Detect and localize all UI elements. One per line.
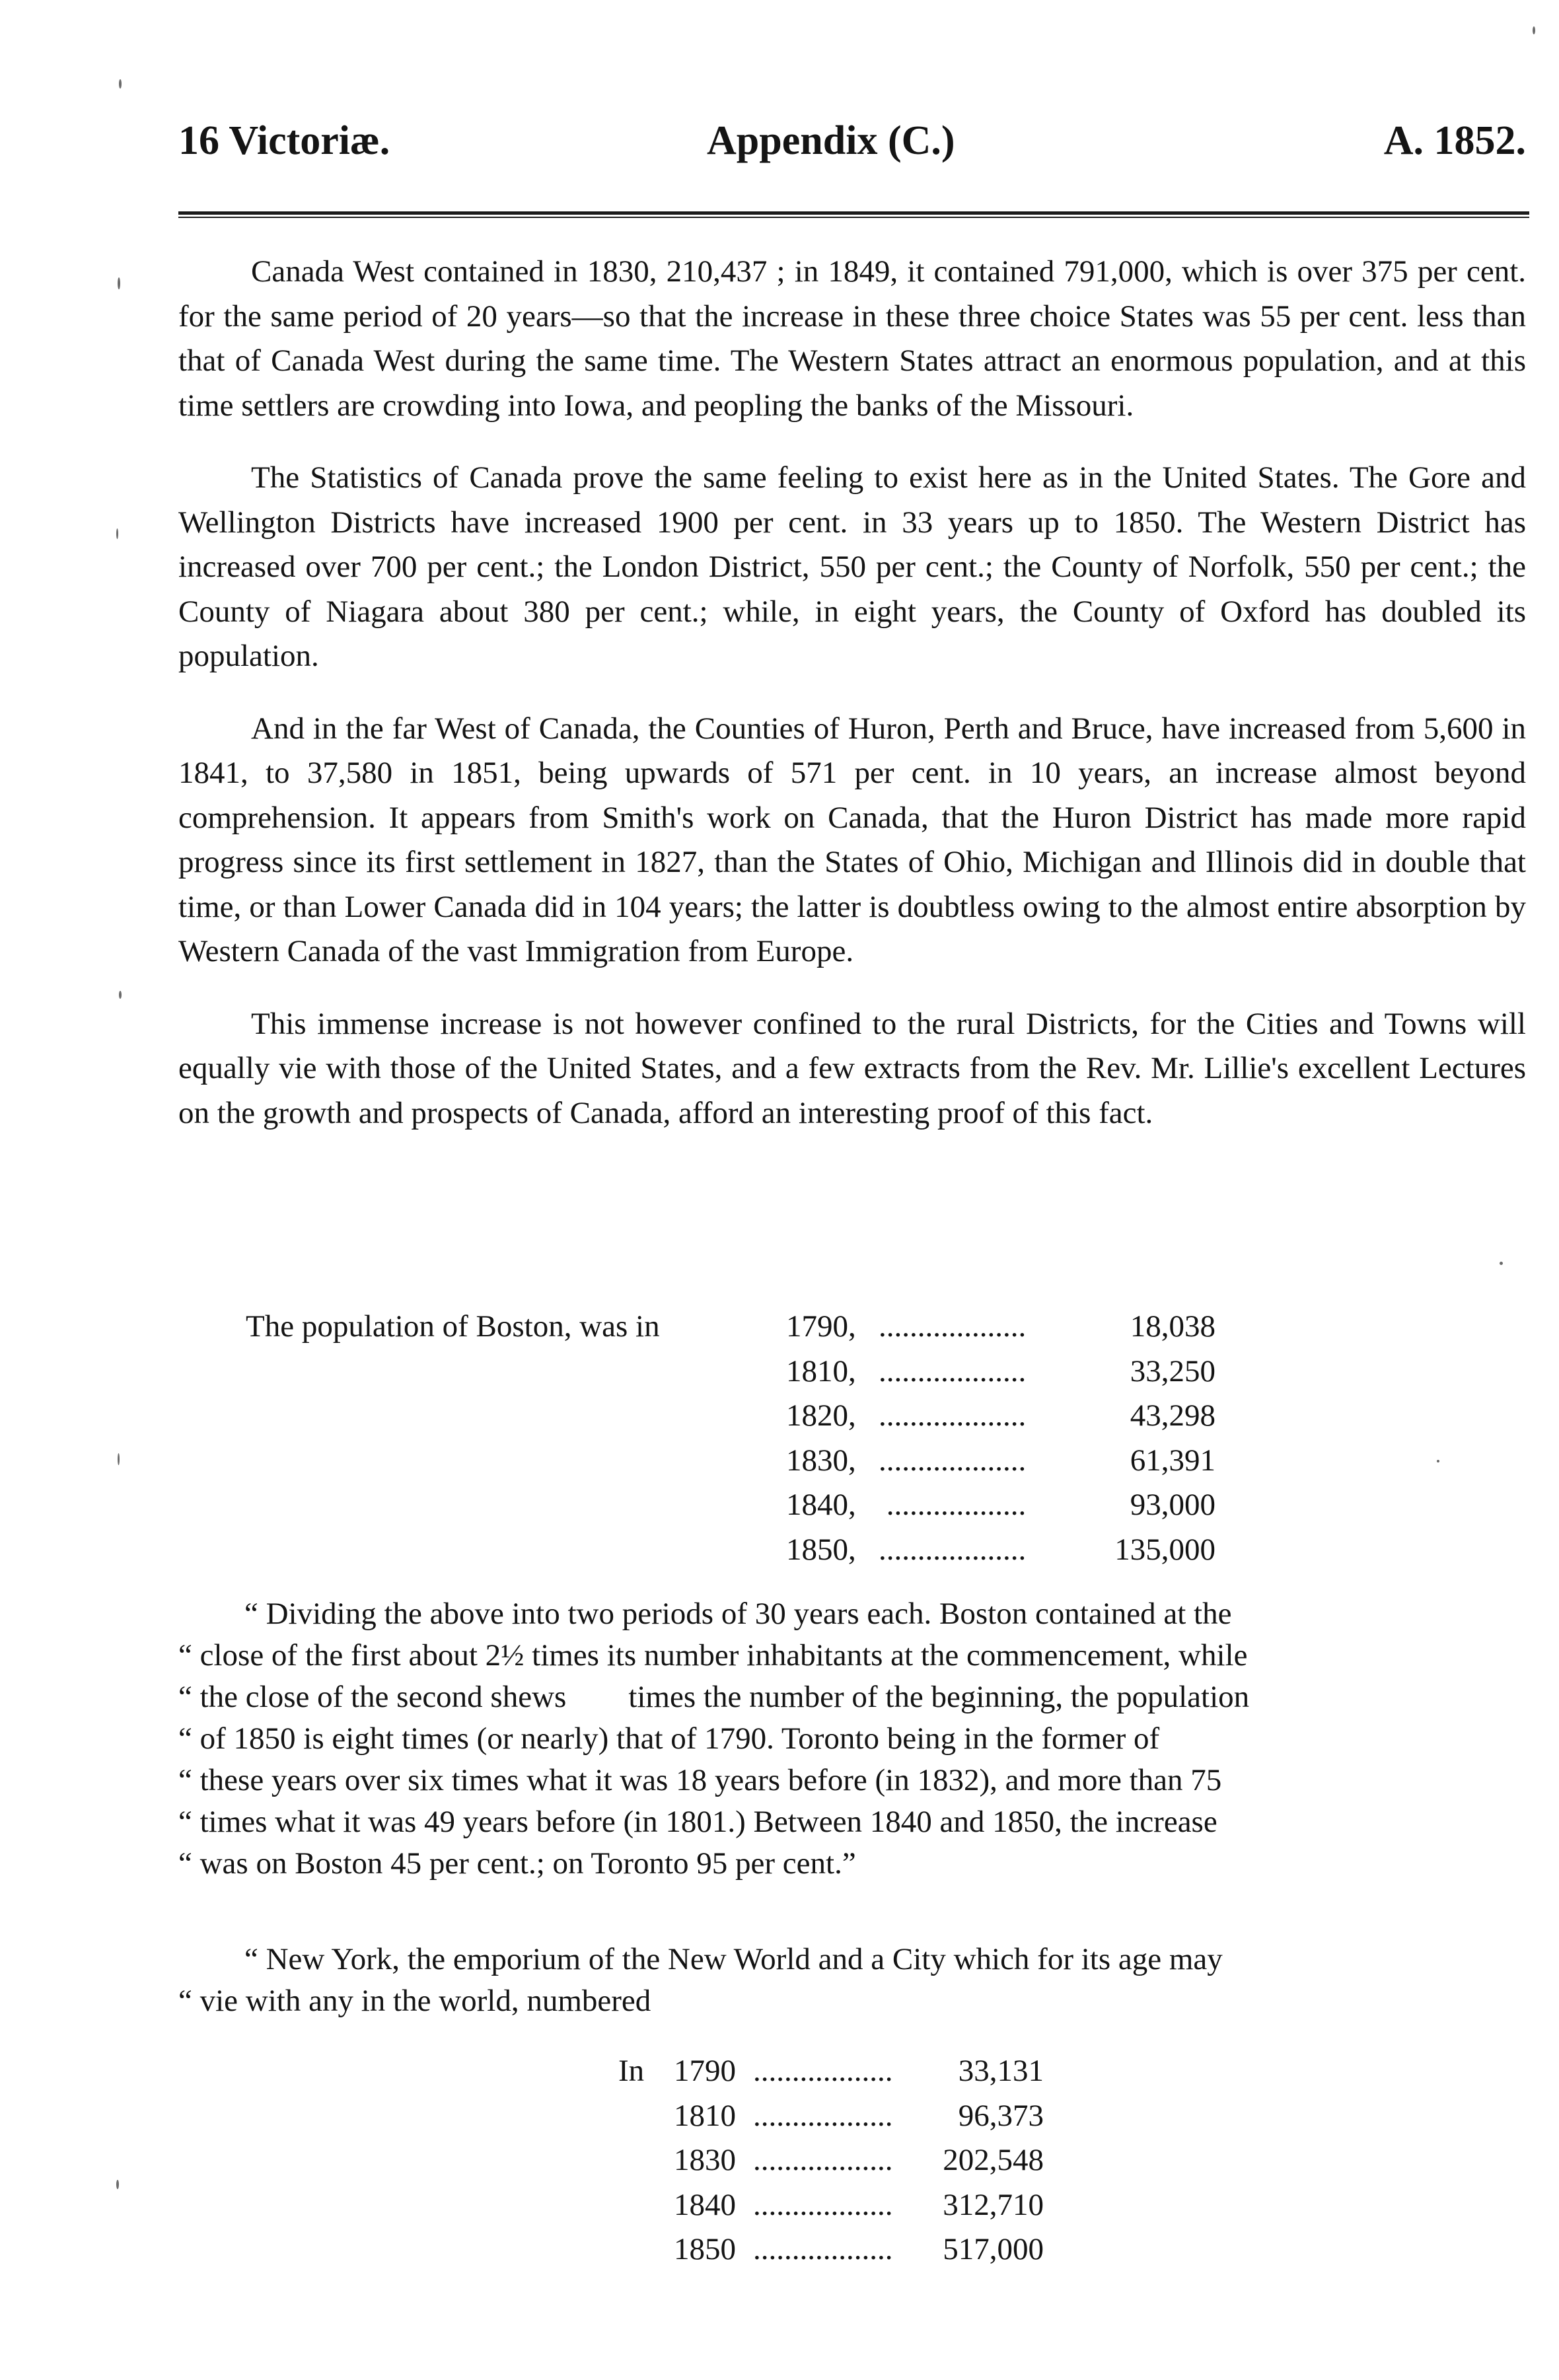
paragraph: This immense increase is not however confined to the rural Districts, for the Cities and Towns will equally vie with those of the United States, and a few extracts from the Rev. Mr. Lillie's excellent Lectures on the growth and prospects of Canada, afford an interesting proof of this fact. [178, 1006, 1526, 1130]
paragraph: And in the far West of Canada, the Counties of Huron, Perth and Bruce, have increased from 5,600 in 1841, to 37,580 in 1851, being upwards of 571 per cent. in 10 years, an increase almost beyond comprehension. It appears from Smith's work on Canada, that the Huron District has made more rapid progress since its first settlement in 1827, than the States of Ohio, Michigan and Illinois did in double that time, or than Lower Canada did in 104 years; the latter is doubtless owing to the almost entire absorption by Western Canada of the vast Immigration from Europe. [178, 711, 1526, 968]
quote-line: “ these years over six times what it was 18 years before (in 1832), and more than 75 [178, 1763, 1222, 1797]
table-leader-dots: .................. [753, 2187, 893, 2222]
table-lead-text: The population of Boston, was in [246, 1309, 660, 1344]
quote-line: “ close of the first about 2½ times its number inhabitants at the commencement, while [178, 1638, 1248, 1673]
table-lead-text: In [618, 2054, 645, 2088]
table-value: 43,298 [1130, 1398, 1215, 1433]
table-leader-dots: .................. [753, 2098, 893, 2133]
table-year: 1840 [674, 2187, 736, 2222]
header-year: A. 1852. [1383, 118, 1526, 163]
table-year: 1790, [786, 1309, 856, 1344]
table-row [618, 2183, 1044, 2228]
table-row [246, 1394, 1215, 1439]
quote-line: “ Dividing the above into two periods of 30 years each. Boston contained at the [244, 1597, 1232, 1631]
header-rule [178, 211, 1529, 218]
table-leader-dots: .................. [753, 2054, 893, 2088]
quote-line: “ was on Boston 45 per cent.; on Toronto 95 per cent.” [178, 1846, 856, 1881]
table-row [618, 2049, 1044, 2094]
table-year: 1810 [674, 2098, 736, 2133]
table-value: 18,038 [1130, 1309, 1215, 1344]
header-session: 16 Victoriæ. [178, 118, 390, 163]
scan-speck [118, 1453, 120, 1465]
header-appendix: Appendix (C.) [707, 118, 955, 163]
table-year: 1810, [786, 1353, 856, 1388]
table-year: 1830 [674, 2143, 736, 2177]
quote-line: “ of 1850 is eight times (or nearly) that of 1790. Toronto being in the former of [178, 1721, 1160, 1756]
table-year: 1850, [786, 1532, 856, 1567]
quote-line: “ New York, the emporium of the New World and a City which for its age may [244, 1942, 1223, 1976]
table-year: 1820, [786, 1398, 856, 1433]
table-row [246, 1350, 1215, 1394]
table-leader-dots: .................. [879, 1488, 1027, 1522]
table-leader-dots: ................... [879, 1443, 1027, 1478]
paragraph: The Statistics of Canada prove the same feeling to exist here as in the United States. The Gore and Wellington Districts have increased 1900 per cent. in 33 years up to 1850. The Western District has increased over 700 per cent.; the London District, 550 per cent.; the County of Norfolk, 550 per cent.; the County of Niagara about 380 per cent.; while, in eight years, the County of Oxford has doubled its population. [178, 460, 1526, 673]
table-row [618, 2138, 1044, 2183]
scan-speck [116, 528, 118, 539]
table-year: 1840, [786, 1488, 856, 1522]
table-year: 1790 [674, 2054, 736, 2088]
table-leader-dots: ................... [879, 1398, 1027, 1433]
scan-speck [1500, 1262, 1503, 1265]
table-year: 1850 [674, 2232, 736, 2266]
new-york-quote [178, 1939, 1526, 2022]
scan-speck [116, 2180, 119, 2189]
table-value: 93,000 [1130, 1488, 1215, 1522]
table-value: 61,391 [1130, 1443, 1215, 1478]
table-value: 33,250 [1130, 1353, 1215, 1388]
table-value: 135,000 [1114, 1532, 1215, 1567]
boston-population-table [246, 1305, 1215, 1572]
scan-speck [1533, 26, 1535, 34]
table-row [618, 2094, 1044, 2139]
table-leader-dots: ................... [879, 1532, 1027, 1567]
scan-speck [119, 991, 122, 999]
quote-line: “ vie with any in the world, numbered [178, 1984, 651, 2018]
table-value: 202,548 [943, 2143, 1044, 2177]
table-row [246, 1439, 1215, 1484]
quote-line: “ the close of the second shews times the number of the beginning, the population [178, 1680, 1250, 1714]
table-row [618, 2227, 1044, 2272]
scan-speck [118, 277, 120, 289]
table-value: 33,131 [958, 2054, 1044, 2088]
new-york-population-table [618, 2049, 1044, 2272]
table-value: 96,373 [958, 2098, 1044, 2133]
table-leader-dots: .................. [753, 2232, 893, 2266]
running-header [178, 118, 1526, 177]
table-row [246, 1305, 1215, 1350]
table-value: 517,000 [943, 2232, 1044, 2266]
paragraph: Canada West contained in 1830, 210,437 ; in 1849, it contained 791,000, which is over 375 per cent. for the same period of 20 years—so that the increase in these three choice States was 55 per cent. less than that of Canada West during the same time. The Western States attract an enormous population, and at this time settlers are crowding into Iowa, and peopling the banks of the Missouri. [178, 254, 1526, 423]
table-leader-dots: ................... [879, 1353, 1027, 1388]
table-year: 1830, [786, 1443, 856, 1478]
table-leader-dots: ................... [879, 1309, 1027, 1344]
lillie-quote [178, 1593, 1526, 1885]
scan-speck [119, 79, 122, 89]
table-leader-dots: .................. [753, 2143, 893, 2177]
body-text [178, 250, 1526, 1163]
scan-speck [1437, 1460, 1439, 1462]
table-row [246, 1528, 1215, 1573]
quote-line: “ times what it was 49 years before (in 1801.) Between 1840 and 1850, the increase [178, 1805, 1217, 1839]
table-value: 312,710 [943, 2187, 1044, 2222]
table-row [246, 1483, 1215, 1528]
